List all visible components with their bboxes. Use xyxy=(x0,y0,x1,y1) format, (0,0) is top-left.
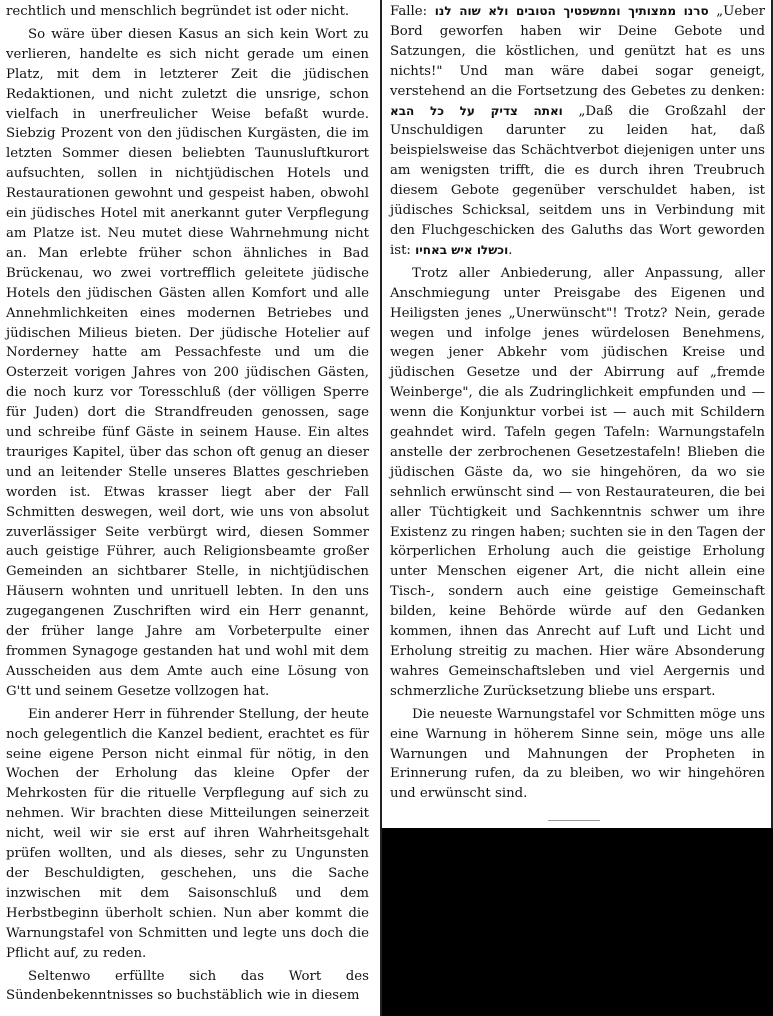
end-rule xyxy=(548,820,600,821)
paragraph xyxy=(390,2,765,261)
paragraph: Seltenwo erfüllte sich das Wort des Sündenbekenntnisses so buchstäblich wie in diesem xyxy=(6,968,369,1004)
left-column xyxy=(0,0,375,1016)
hebrew-quote: וכשלו איש באחיו xyxy=(415,242,509,257)
hebrew-quote: סרנו ממצותיך וממשפטיך הטובים ולא שוה לנו xyxy=(434,4,709,18)
paragraph: Die neueste Warnungstafel vor Schmitten möge uns eine Warnung in höherem Sinne sein, möge uns alle Warnungen und Mahnungen der Propheten in Erinnerung rufen, da zu bleiben, wo wir hingehören und erwünscht sind. xyxy=(390,706,765,802)
text-run: „Daß die Großzahl der Unschuldigen darunter zu leiden hat, daß beispielsweise das Schächtverbot diejenigen unter uns am wenigsten trifft, die es durch ihren Treubruch diesem Gebote gegenüber verschuldet haben, ist jüdisches Schicksal, seitdem uns in Verbindung mit den Fluchgeschicken des Galuths das Wort geworden ist: xyxy=(390,103,765,258)
right-column xyxy=(384,0,773,828)
paragraph: Ein anderer Herr in führender Stellung, der heute noch gelegentlich die Kanzel bedient, erachtet es für seine eigene Person nicht einmal für nötig, in den Wochen der Erholung das kleine Opfer der Mehrkosten für die rituelle Verpflegung auf sich zu nehmen. Wir brachten diese Mitteilungen seinerzeit nicht, weil wir sie erst auf ihren Wahrheitsgehalt prüfen wollten, und als dieses, sehr zu Ungunsten der Beschuldigten, geschehen, uns die Sache inzwischen mit dem Saisonschluß und dem Herbstbeginn überholt schien. Nun aber kommt die Warnungstafel von Schmitten und legte uns doch die Pflicht auf, zu reden. xyxy=(6,706,369,961)
paragraph: So wäre über diesen Kasus an sich kein Wort zu verlieren, handelte es sich nicht gerade um einen Platz, mit dem in letzterer Zeit die jüdischen Redaktionen, und nicht zuletzt die unsrige, schon vielfach in unerfreulicher Weise befaßt wurde. Siebzig Prozent von den jüdischen Kurgästen, die im letzten Sommer diesen beliebten Taunusluftkurort aufsuchten, sollen in nichtjüdischen Hotels und Restaurationen gewohnt und gespeist haben, obwohl ein jüdisches Hotel mit anerkannt guter Verpflegung am Platze ist. Neu mutet diese Wahrnehmung nicht an. Man erlebte früher schon ähnliches in Bad Brückenau, wo zwei vortrefflich geleitete jüdische Hotels den jüdischen Gästen allen Komfort und alle Annehmlichkeiten eines modernen Betriebes und jüdischen Milieus bieten. Der jüdische Hotelier auf Norderney hatte am Pessachfeste und um die Osterzeit vorigen Jahres von 200 jüdischen Gästen, die noch kurz vor Toresschluß (der völligen Sperre für Juden) dort die Strandfreuden genossen, sage und schreibe fünf Gäste in seinem Hause. Ein altes trauriges Kapitel, über das schon oft genug an dieser und an leitender Stelle unseres Blattes geschrieben worden ist. Etwas krasser liegt aber der Fall Schmitten deswegen, weil dort, wie uns von absolut zuverlässiger Seite verbürgt wird, diesen Sommer auch geistige Führer, auch Religionsbeamte großer Gemeinden an sichtbarer Stelle, in nichtjüdischen Häusern wohnten und unrituell lebten. In den uns zugegangenen Zuschriften wird ein Herr genannt, der früher lange Jahre am Vorbeterpulte einer frommen Synagoge gestanden hat und wohl mit dem Ausscheiden aus dem Amte auch eine Lösung von G'tt und seinem Gesetze vollzogen hat. xyxy=(6,26,369,699)
hebrew-quote: ואתה צדיק על כל הבא xyxy=(390,103,563,118)
black-area xyxy=(382,828,773,1016)
paragraph: Trotz aller Anbiederung, aller Anpassung, aller Anschmiegung unter Preisgabe des Eigenen und Heiligsten jenes „Unerwünscht"! Trotz? Nein, gerade wegen und infolge jenes würdelosen Benehmens, wegen jener Abkehr vom jüdischen Kreise und jüdischen Gesetze und der Abirrung auf „fremde Weinberge", die als Zudringlichkeit empfunden und — wenn die Konjunktur vorbei ist — auch mit Schildern geahndet wird. Tafeln gegen Tafeln: Warnungstafeln anstelle der zerbrochenen Gesetzestafeln! Blieben die jüdischen Gäste da, wo sie hingehören, da wo sie sehnlich erwünscht sind — von Restaurateuren, die bei aller Tüchtigkeit und Sachkenntnis schwer um ihre Existenz zu ringen haben; suchten sie in den Tagen der körperlichen Erholung auch die geistige Erholung unter Menschen eigener Art, die nicht allein eine Tisch-, sondern auch eine geistige Gemeinschaft bilden, keine Behörde würde auf den Gedanken kommen, ihnen das Anrecht auf Luft und Licht und Erholung streitig zu machen. Hier wäre Absonderung wahres Gemeinschaftsleben und viel Aergernis und schmerzliche Zurücksetzung bliebe uns erspart. xyxy=(390,265,765,699)
text-run: Falle: xyxy=(390,4,435,19)
text-run: . xyxy=(508,242,513,258)
text-run: „Ueber Bord geworfen haben wir Deine Gebote und Satzungen, die köstlichen, und genützt hat es uns nichts!" Und man wäre dabei sogar geneigt, verstehend an die Fortsetzung des Gebetes zu denken: xyxy=(390,4,765,99)
paragraph: rechtlich und menschlich begründet ist oder nicht. xyxy=(6,4,350,19)
